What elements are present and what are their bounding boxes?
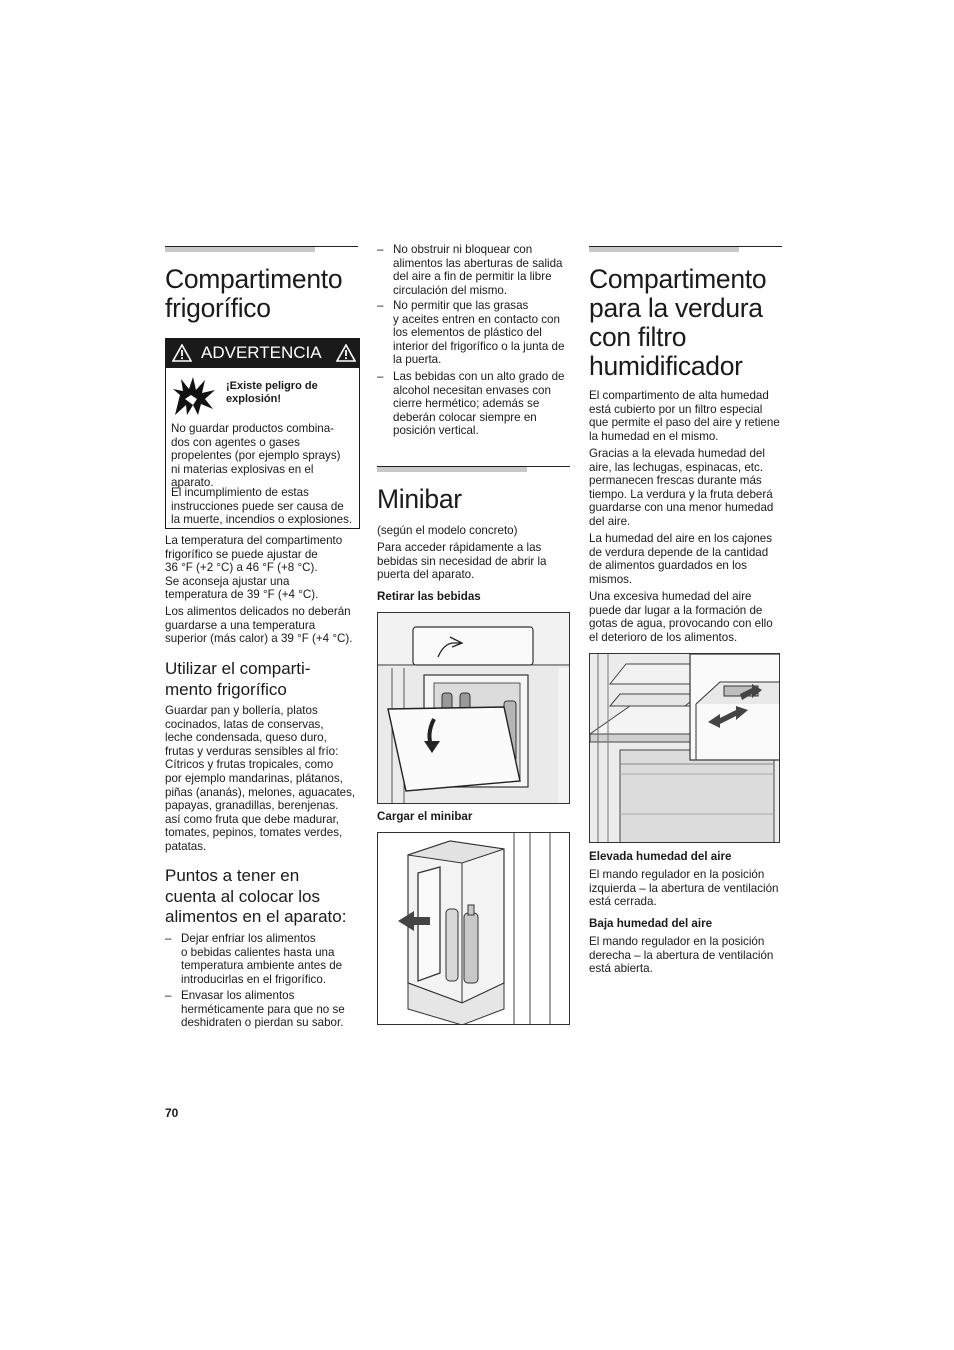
warning-triangle-icon [172,344,192,362]
dash-bullet: – [165,989,172,1002]
placement-tips-heading: Puntos a tener en cuenta al colocar los alimentos en el aparato: [165,866,347,926]
warning-text-1: No guardar productos combina- dos con agentes o gases propelentes (por ejemplo sprays) ni materias explosivas en el aparato. [171,422,341,490]
crisper-paragraph-1: El compartimento de alta humedad está cubierto por un filtro especial que permite el paso del aire y retiene la humedad en el mismo. [589,389,780,443]
page-number: 70 [165,1106,179,1120]
load-minibar-heading: Cargar el minibar [377,810,473,823]
remove-drinks-heading: Retirar las bebidas [377,590,481,603]
list-item-text: Dejar enfriar los alimentos o bebidas calientes hasta una temperatura ambiente antes de introducirlas en el frigorífico. [181,932,343,986]
model-note: (según el modelo concreto) [377,524,518,537]
list-item [377,299,572,369]
list-item-text: No obstruir ni bloquear con alimentos las aberturas de salida del aire a fin de permitir la libre circulación del mismo. [393,243,563,297]
use-compartment-paragraph: Guardar pan y bollería, platos cocinados, latas de conservas, leche condensada, queso duro, frutas y verduras sensibles al frío: Cítricos y frutas tropicales, como por ejemplo mandarinas, plátanos, piñas (ananás), melones, aguacates, papayas, granadillas, berenjenas. así como fruta que debe madurar, tomates, pepinos, tomates verdes, patatas. [165,704,356,853]
warning-text-2: El incumplimiento de estas instrucciones puede ser causa de la muerte, incendios o explosiones. [171,486,353,527]
section-rule-left [165,246,358,247]
low-humidity-text: El mando regulador en la posición derecha – la abertura de ventilación está abierta. [589,935,774,976]
list-item [377,370,572,440]
low-humidity-heading: Baja humedad del aire [589,917,713,930]
high-humidity-heading: Elevada humedad del aire [589,850,732,863]
crisper-paragraph-4: Una excesiva humedad del aire puede dar lugar a la formación de gotas de agua, provocando con ello el deterioro de los alimentos. [589,590,773,644]
use-compartment-heading: Utilizar el comparti- mento frigorífico [165,659,311,699]
warning-heading: ¡Existe peligro de explosión! [226,380,318,405]
warning-box [165,338,360,529]
explosion-icon [171,375,217,417]
section-rule-right [589,246,782,247]
load-minibar-illustration [377,832,570,1025]
delicate-food-paragraph: Los alimentos delicados no deberán guardarse a una temperatura superior (más calor) a 39 °F (+4 °C). [165,605,353,646]
list-item-text: No permitir que las grasas y aceites entren en contacto con los elementos de plástico del interior del frigorífico o la junta de la puerta. [393,299,565,367]
warning-triangle-icon [336,344,356,362]
temperature-paragraph: La temperatura del compartimento frigorífico se puede ajustar de 36 °F (+2 °C) a 46 °F (+8 °C). Se aconseja ajustar una temperatura de 39 °F (+4 °C). [165,534,343,602]
dash-bullet: – [377,370,384,383]
section-rule-minibar [377,466,570,467]
crisper-paragraph-3: La humedad del aire en los cajones de verdura depende de la cantidad de alimentos guardados en los mismos. [589,532,773,586]
minibar-door-drawing [378,613,570,804]
crisper-title: Compartimento para la verdura con filtro humidificador [589,264,767,381]
dash-bullet: – [377,243,384,256]
dash-bullet: – [377,299,384,312]
warning-header [166,339,359,368]
list-item [165,989,360,1033]
list-item [377,243,572,299]
crisper-drawer-illustration [589,653,780,843]
minibar-title: Minibar [377,484,462,514]
warning-label: ADVERTENCIA [201,343,322,362]
list-item-text: Las bebidas con un alto grado de alcohol necesitan envases con cierre hermético; además se deberán colocar siempre en posición vertical. [393,370,565,438]
list-item-text: Envasar los alimentos herméticamente para que no se deshidraten o pierdan su sabor. [181,989,345,1030]
high-humidity-text: El mando regulador en la posición izquierda – la abertura de ventilación está cerrada. [589,868,779,909]
crisper-paragraph-2: Gracias a la elevada humedad del aire, las lechugas, espinacas, etc. permanecen frescas durante más tiempo. La verdura y la fruta deberá guardarse con una menor humedad del aire. [589,447,774,528]
list-item [165,932,360,988]
dash-bullet: – [165,932,172,945]
remove-drinks-illustration [377,612,570,804]
minibar-intro: Para acceder rápidamente a las bebidas sin necesidad de abrir la puerta del aparato. [377,541,547,582]
humidity-control-drawing [590,654,780,843]
page-title-refrigerator: Compartimento frigorífico [165,264,343,323]
minibar-loading-drawing [378,833,570,1025]
